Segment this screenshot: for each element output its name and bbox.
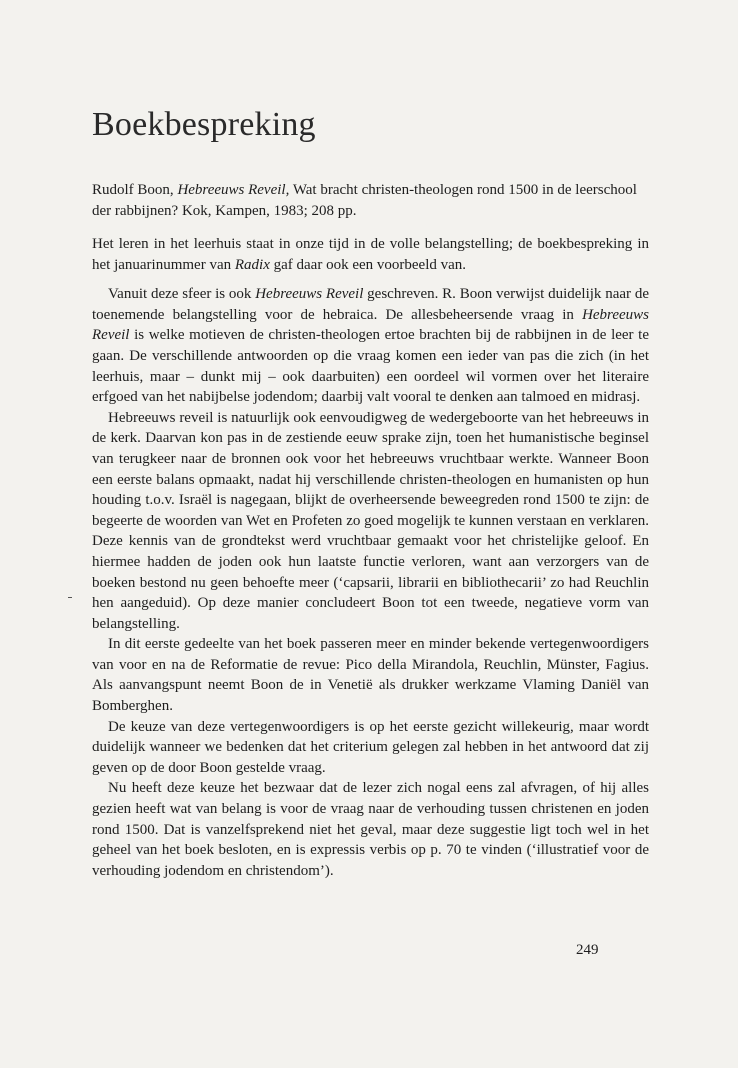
reference-title: Hebreeuws Reveil, <box>177 182 290 198</box>
paragraph-text: is welke motieven de christen-theologen ertoe brachten bij de rabbijnen in de leer te gaan. De verschillende antwoorden op die vraag komen een ieder van pas die zich (in het leerhuis, maar – dunkt mij – ook daarbuiten) een oordeel wil vormen over het literaire erfgoed van het nabijbelse jodendom; daarbij valt vooral te denken aan talmoed en midrasj. <box>92 327 649 406</box>
paragraph-2 <box>92 284 649 408</box>
italic-title: Radix <box>234 256 270 273</box>
paragraph-4: In dit eerste gedeelte van het boek passeren meer en minder bekende vertegenwoordigers van voor en na de Reformatie de revue: Pico della Mirandola, Reuchlin, Münster, Fagius. Als aanvangspunt neemt Boon de in Venetië als drukker werkzame Vlaming Daniël van Bomberghen. <box>92 636 649 715</box>
paragraph-text: gaf daar ook een voorbeeld van. <box>269 256 467 273</box>
review-body <box>92 234 649 881</box>
page-heading: Boekbespreking <box>92 106 316 143</box>
paragraph-6: Nu heeft deze keuze het bezwaar dat de lezer zich nogal eens zal afvragen, of hij alles gezien heeft wat van belang is voor de vraag naar de verhouding tussen christenen en joden rond 1500. Dat is vanzelfsprekend niet het geval, maar deze suggestie ligt toch wel in het geheel van het boek besloten, en is expressis verbis op p. 70 te vinden (‘illustratief voor de verhouding jodendom en christendom’). <box>92 780 649 879</box>
reference-author: Rudolf Boon, <box>92 182 178 198</box>
margin-mark <box>68 597 72 598</box>
paragraph-text: geschreven. R. Boon verwijst duidelijk naar de toenemende belangstelling voor de hebraica. De allesbeheersende vraag in <box>92 286 649 323</box>
reference-details: Wat bracht christen-theologen rond 1500 in de leerschool der rabbijnen? Kok, Kampen, 1983; 208 pp. <box>92 182 637 219</box>
italic-title: Hebreeuws Reveil <box>255 286 364 303</box>
book-reference <box>92 180 642 222</box>
italic-title: Hebreeuws Reveil <box>92 306 649 344</box>
paragraph-1 <box>92 234 649 275</box>
paragraph-5: De keuze van deze vertegenwoordigers is op het eerste gezicht willekeurig, maar wordt duidelijk wanneer we bedenken dat het criterium gelegen zal hebben in het antwoord dat zij geven op de door Boon gestelde vraag. <box>92 718 649 776</box>
paragraph-3: Hebreeuws reveil is natuurlijk ook eenvoudigweg de wedergeboorte van het hebreeuws in de kerk. Daarvan kon pas in de zestiende eeuw sprake zijn, toen het humanistische beginsel van terugkeer naar de bronnen ook voor het hebreeuws vruchtbaar werkte. Wanneer Boon een eerste balans opmaakt, nadat hij verschillende christen-theologen en humanisten op hun houding t.o.v. Israël is nagegaan, blijkt de overheersende beweegreden rond 1500 te zijn: de begeerte de woorden van Wet en Profeten zo goed mogelijk te kunnen verstaan en verklaren. Deze kennis van de grondtekst werd vruchtbaar gemaakt voor het christelijke geloof. En hiermee hadden de joden ook hun laatste functie verloren, want aan verzorgers van de boeken bestond nu geen behoefte meer (‘capsarii, librarii en bibliothecarii’ zo had Reuchlin hen aangeduid). Op deze manier concludeert Boon tot een tweede, negatieve vorm van belangstelling. <box>92 409 649 632</box>
paragraph-text: Vanuit deze sfeer is ook <box>108 286 256 303</box>
paragraph-text: Het leren in het leerhuis staat in onze tijd in de volle belangstelling; de boekbespreking in het januarinummer van <box>92 236 649 273</box>
page-number: 249 <box>576 942 599 958</box>
